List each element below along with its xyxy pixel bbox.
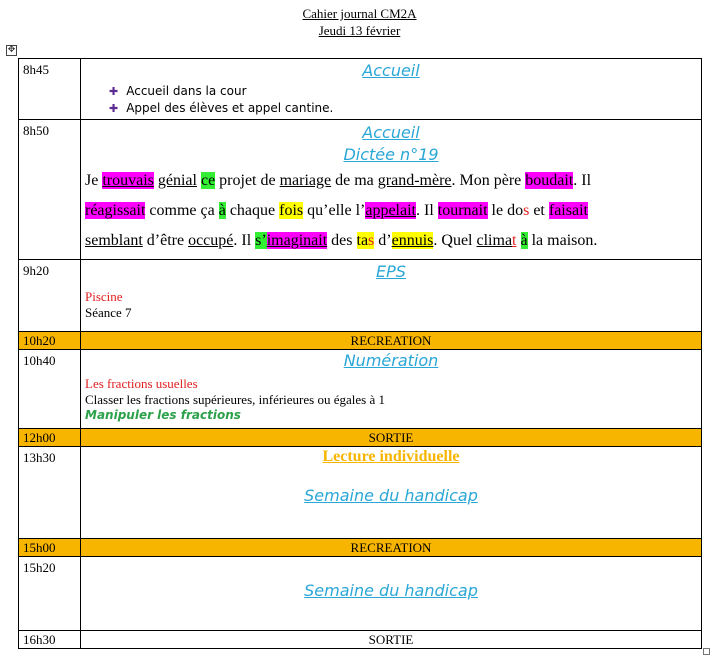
dictee-word: . Il (573, 172, 592, 189)
table-row (19, 447, 702, 539)
detail-line: Séance 7 (85, 305, 132, 320)
section-title: EPS (376, 262, 406, 281)
dictee-word: et (529, 202, 549, 219)
time-cell: 15h20 (19, 557, 81, 631)
time-cell: 10h20 (19, 332, 81, 350)
dictee-word: clima (476, 232, 513, 249)
dictee-word: d’ (374, 232, 392, 249)
detail-line: Classer les fractions supérieures, inférieures ou égales à 1 (85, 392, 385, 407)
time-cell: 8h45 (19, 59, 81, 120)
time-cell: 15h00 (19, 539, 81, 557)
time-cell: 12h00 (19, 429, 81, 447)
document-title: Cahier journal CM2A (302, 6, 417, 21)
dictee-word: trouvais (102, 172, 154, 189)
table-row (19, 539, 702, 557)
dictee-word: . Il (415, 202, 438, 219)
dictee-word: . Quel (433, 232, 477, 249)
table-row (19, 59, 702, 120)
section-title: Accueil (362, 61, 420, 80)
dictee-word: s’ (255, 232, 267, 249)
dictee-word: t (512, 232, 517, 249)
dictee-word: . Il (233, 232, 256, 249)
dictee-word: faisait (548, 202, 588, 219)
time-cell: 9h20 (19, 260, 81, 332)
arrow-bullet-icon: ✚ (109, 102, 119, 115)
content-cell[interactable] (81, 59, 702, 120)
dictee-word: ennuis (391, 232, 434, 249)
time-cell: 8h50 (19, 120, 81, 260)
dictee-word: ce (200, 172, 216, 189)
section-title: Semaine du handicap (304, 581, 478, 600)
dictee-word: boudait (525, 172, 574, 189)
break-label: RECREATION (81, 539, 702, 557)
dictee-word: à (218, 202, 226, 219)
dictee-word: s (368, 232, 375, 249)
content-cell[interactable] (81, 447, 702, 539)
dictee-word: des (327, 232, 357, 249)
section-title: Lecture individuelle (322, 448, 460, 465)
list-item-text: Accueil dans la cour (126, 84, 247, 98)
table-row (19, 260, 702, 332)
bullet-list (109, 83, 701, 117)
arrow-bullet-icon: ✚ (109, 85, 119, 98)
dictation-text (81, 166, 701, 256)
dictee-word: le do (487, 202, 524, 219)
content-cell[interactable] (81, 557, 702, 631)
time-cell: 16h30 (19, 631, 81, 649)
dictee-word: ta (356, 232, 369, 249)
content-cell[interactable] (81, 350, 702, 429)
dictee-word: d’être (142, 232, 189, 249)
subject-line: Les fractions usuelles (85, 376, 198, 391)
dictee-word: mariage (279, 172, 332, 189)
dictee-word: réagissait (85, 202, 146, 219)
break-label: RECREATION (81, 332, 702, 350)
schedule-table (18, 58, 702, 649)
dictee-word: la maison. (527, 232, 598, 249)
resize-handle-icon[interactable] (703, 648, 710, 655)
dictee-word: à (520, 232, 528, 249)
dictee-word: occupé (188, 232, 234, 249)
list-item (109, 100, 701, 117)
table-row (19, 120, 702, 260)
dictee-word: de ma (331, 172, 378, 189)
time-cell: 10h40 (19, 350, 81, 429)
section-title: Accueil (362, 123, 420, 142)
section-subtitle: Semaine du handicap (304, 486, 478, 505)
exit-label: SORTIE (81, 429, 702, 447)
table-row (19, 631, 702, 649)
dictee-word: fois (279, 202, 304, 219)
table-row (19, 429, 702, 447)
dictee-word: semblant (85, 232, 143, 249)
list-item (109, 83, 701, 100)
dictee-word: grand-mère (377, 172, 452, 189)
dictee-word: chaque (225, 202, 280, 219)
dictee-word: tournait (437, 202, 488, 219)
section-subtitle: Dictée n°19 (343, 145, 439, 164)
subject-line: Piscine (85, 289, 123, 304)
move-handle-icon[interactable]: ✥ (7, 45, 16, 55)
dictee-word: génial (157, 172, 197, 189)
time-cell: 13h30 (19, 447, 81, 539)
dictee-word (517, 232, 521, 249)
content-cell[interactable] (81, 260, 702, 332)
dictee-word: comme ça (145, 202, 219, 219)
section-title: Numération (343, 351, 439, 370)
exit-label: SORTIE (81, 631, 702, 649)
dictee-word: appelait (365, 202, 416, 219)
dictee-word: . Mon père (451, 172, 526, 189)
dictee-word: qu’elle l’ (303, 202, 366, 219)
document-date: Jeudi 13 février (318, 23, 401, 38)
dictee-word: imaginait (266, 232, 328, 249)
table-row (19, 557, 702, 631)
content-cell[interactable] (81, 120, 702, 260)
list-item-text: Appel des élèves et appel cantine. (126, 101, 334, 115)
dictee-word: projet de (215, 172, 280, 189)
dictee-word: Je (85, 172, 103, 189)
objective-line: Manipuler les fractions (85, 408, 241, 422)
dictee-word: s (523, 202, 530, 219)
table-row (19, 350, 702, 429)
table-row (19, 332, 702, 350)
